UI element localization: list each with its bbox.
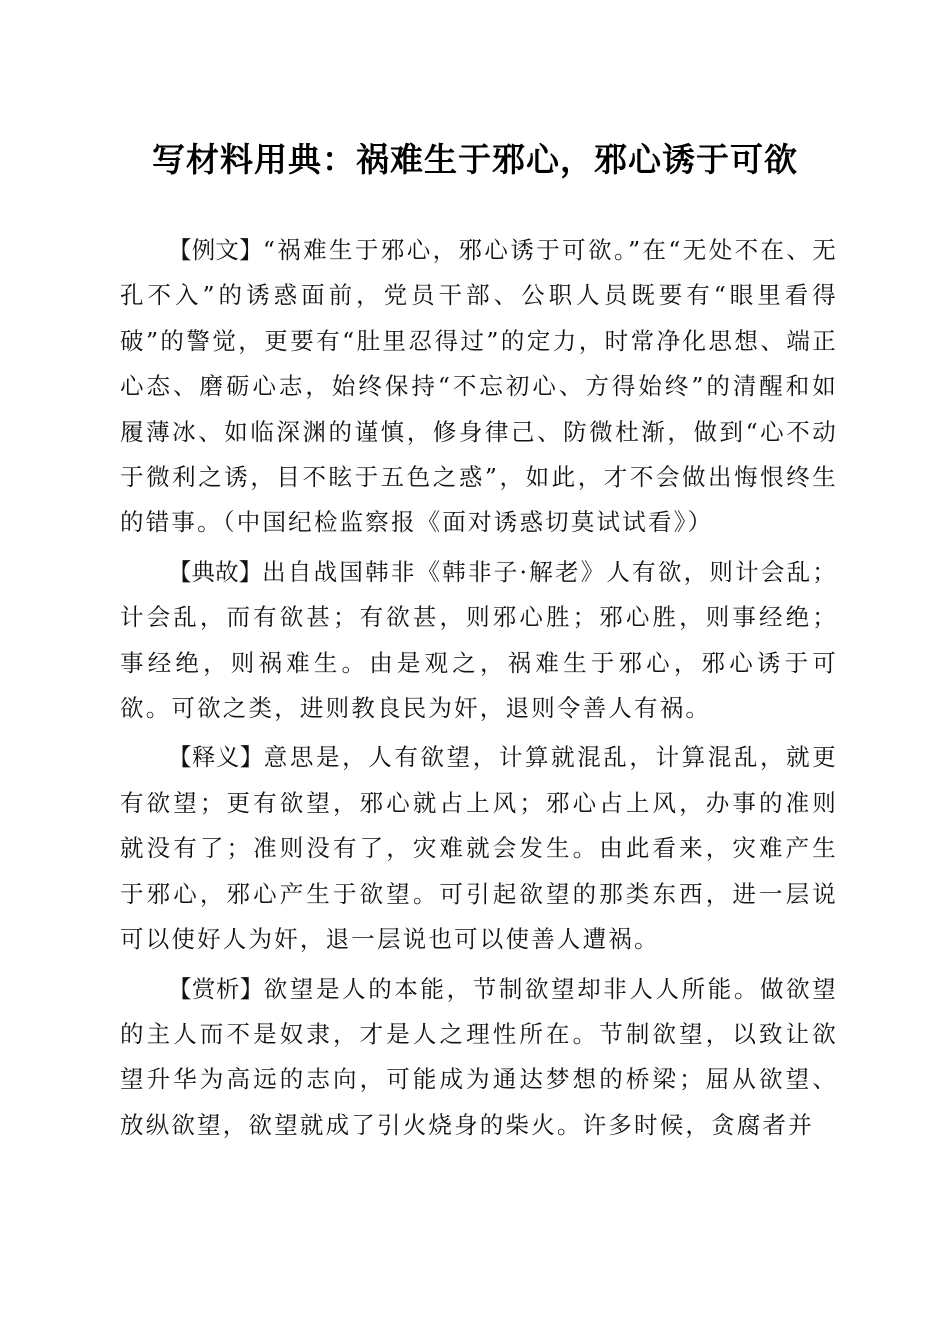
paragraph-example xyxy=(120,228,838,546)
paragraph-appreciation xyxy=(120,967,838,1149)
document-title: 写材料用典：祸难生于邪心，邪心诱于可欲 xyxy=(152,140,798,179)
section-text-example: “祸难生于邪心，邪心诱于可欲。”在“无处不在、无孔不入”的诱惑面前，党员干部、公职人员既要有“眼里看得破”的警觉，更要有“肚里忍得过”的定力，时常净化思想、端正心态、磨砺心志，始终保持“不忘初心、方得始终”的清醒和如履薄冰、如临深渊的谨慎，修身律己、防微杜渐，做到“心不动于微利之诱，目不眩于五色之惑”，如此，才不会做出悔恨终生的错事。（中国纪检监察报《面对诱惑切莫试试看》） xyxy=(120,236,839,537)
section-label-appreciation: 【赏析】 xyxy=(168,974,264,1003)
section-label-example: 【例文】 xyxy=(168,236,263,264)
section-text-allusion: 出自战国韩非《韩非子·解老》人有欲，则计会乱；计会乱，而有欲甚；有欲甚，则邪心胜；邪心胜，则事经绝；事经绝，则祸难生。由是观之，祸难生于邪心，邪心诱于可欲。可欲之类，进则教良民为奸，退则令善人有祸。 xyxy=(120,557,839,723)
document-body xyxy=(120,228,838,1152)
section-label-interpretation: 【释义】 xyxy=(168,743,264,772)
paragraph-interpretation xyxy=(120,735,838,962)
section-label-allusion: 【典故】 xyxy=(168,557,263,586)
section-text-appreciation: 欲望是人的本能，节制欲望却非人人所能。做欲望的主人而不是奴隶，才是人之理性所在。节制欲望，以致让欲望升华为高远的志向，可能成为通达梦想的桥梁；屈从欲望、放纵欲望，欲望就成了引火烧身的柴火。许多时候，贪腐者并 xyxy=(120,974,839,1139)
paragraph-allusion xyxy=(120,550,838,732)
section-text-interpretation: 意思是，人有欲望，计算就混乱，计算混乱，就更有欲望；更有欲望，邪心就占上风；邪心占上风，办事的准则就没有了；准则没有了，灾难就会发生。由此看来，灾难产生于邪心，邪心产生于欲望。可引起欲望的那类东西，进一层说可以使好人为奸，退一层说也可以使善人遭祸。 xyxy=(120,743,839,954)
